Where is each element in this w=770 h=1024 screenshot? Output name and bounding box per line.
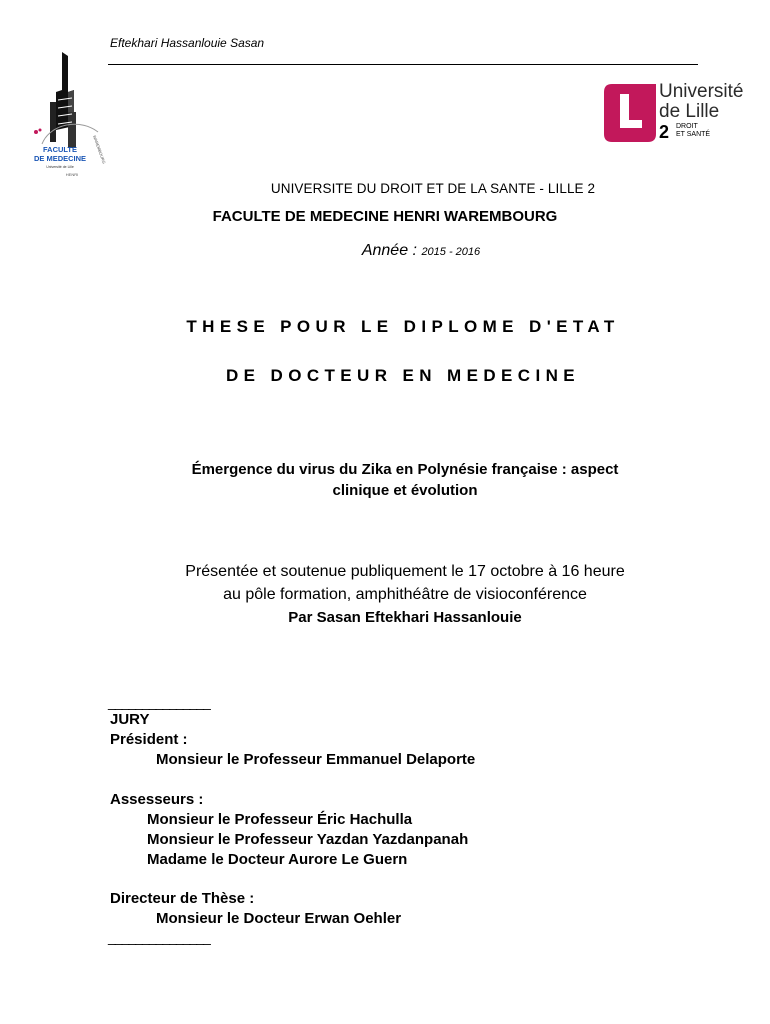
assessors-label: Assesseurs :: [110, 791, 204, 808]
presentation-line1: Présentée et soutenue publiquement le 17 octobre à 16 heure: [185, 563, 625, 580]
header-author: Eftekhari Hassanlouie Sasan: [110, 36, 265, 50]
president-label: Président :: [110, 731, 188, 748]
jury-top-separator: _______________: [108, 694, 210, 710]
university-logo-sub2: ET SANTÉ: [676, 131, 711, 138]
president-name: Monsieur le Professeur Emmanuel Delaporte: [156, 751, 476, 768]
university-name: UNIVERSITE DU DROIT ET DE LA SANTE - LILLE 2: [270, 181, 596, 196]
thesis-heading-line2: DE DOCTEUR EN MEDECINE: [226, 366, 580, 385]
presentation-author: Par Sasan Eftekhari Hassanlouie: [288, 609, 522, 626]
jury-section: [110, 710, 475, 929]
assessor-1: Monsieur le Professeur Éric Hachulla: [147, 811, 413, 828]
academic-year-value: 2015 - 2016: [421, 246, 481, 258]
thesis-title-line2: clinique et évolution: [332, 482, 478, 499]
academic-year-label: Année :: [361, 242, 422, 259]
faculty-logo: [28, 52, 110, 180]
assessor-2: Monsieur le Professeur Yazdan Yazdanpanah: [147, 831, 469, 848]
faculty-logo-line1: FACULTE: [42, 145, 78, 154]
thesis-heading-line1: THESE POUR LE DIPLOME D'ETAT: [186, 317, 620, 336]
faculty-logo-ring-right: WAREMBOURG: [91, 134, 107, 165]
university-logo-line2: de Lille: [659, 101, 720, 122]
university-logo-sub1: DROIT: [676, 123, 698, 130]
university-logo-number: 2: [659, 122, 670, 142]
faculty-logo-line3: Université de Lille: [46, 165, 74, 169]
university-logo: [604, 82, 764, 144]
header-divider: [108, 64, 698, 65]
jury-title: JURY: [110, 711, 150, 728]
director-name: Monsieur le Docteur Erwan Oehler: [156, 910, 402, 927]
thesis-title-line1: Émergence du virus du Zika en Polynésie française : aspect: [191, 461, 619, 478]
jury-bottom-separator: _______________: [108, 929, 210, 945]
university-logo-line1: Université: [659, 81, 744, 102]
academic-year: [36, 242, 770, 260]
presentation-line2: au pôle formation, amphithéâtre de visioconférence: [223, 586, 587, 603]
university-logo-subtitle: [676, 123, 710, 139]
assessor-3: Madame le Docteur Aurore Le Guern: [147, 851, 408, 868]
director-label: Directeur de Thèse :: [110, 890, 255, 907]
faculty-name: FACULTE DE MEDECINE HENRI WAREMBOURG: [212, 208, 558, 225]
university-logo-name: [659, 82, 743, 122]
faculty-logo-line2: DE MEDECINE: [33, 154, 87, 163]
faculty-logo-ring-left: HENRI: [65, 172, 79, 177]
